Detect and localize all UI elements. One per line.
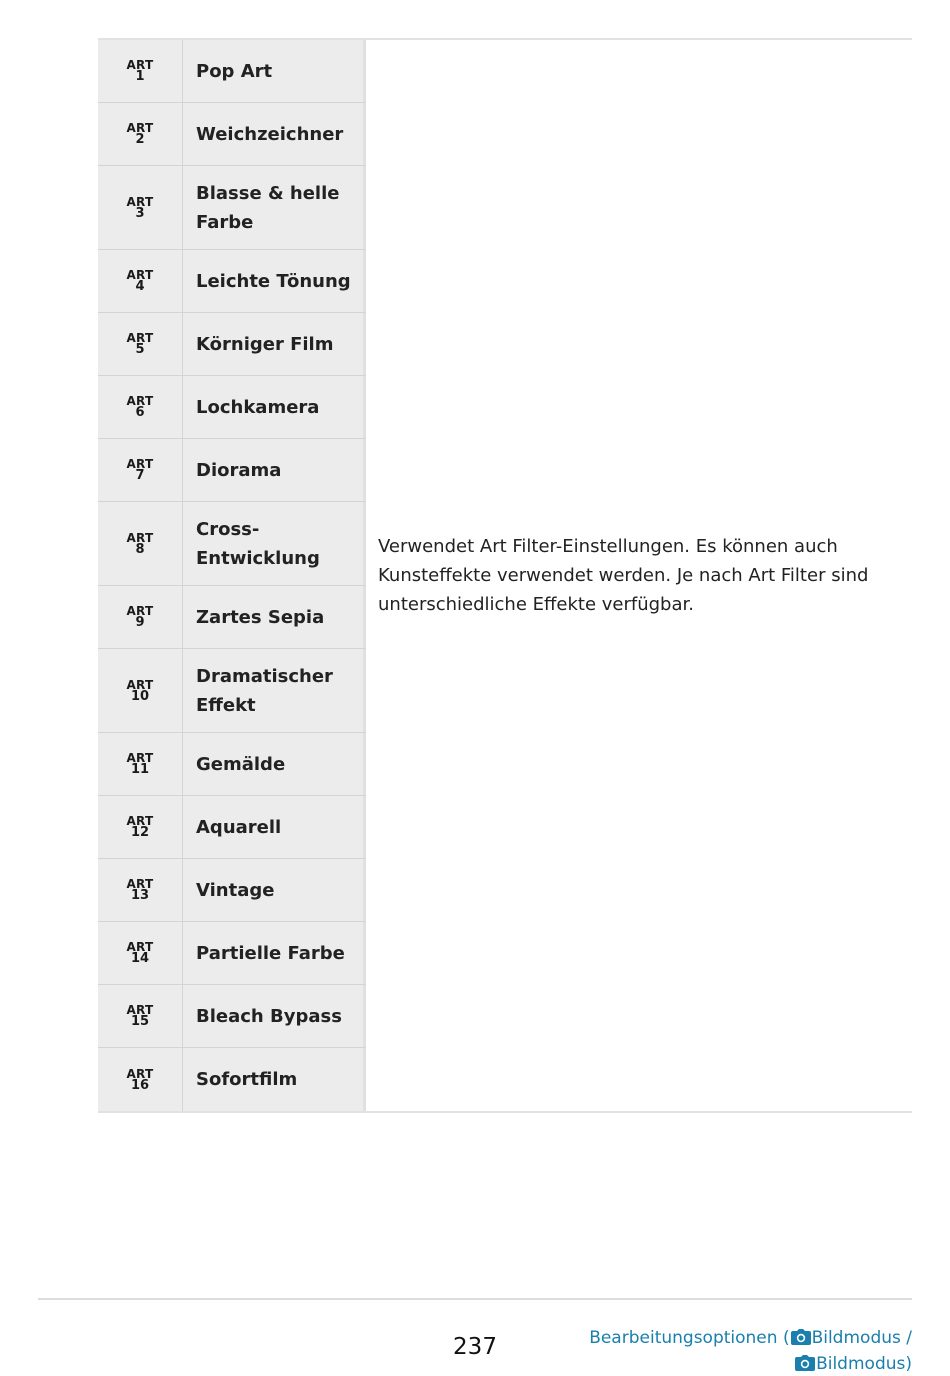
art-icon-label: ART xyxy=(126,604,154,618)
art-filter-icon-cell xyxy=(98,733,183,795)
art-filter-icon xyxy=(126,1004,153,1028)
art-icon-label: ART xyxy=(126,331,154,345)
description-cell xyxy=(366,40,912,1111)
art-filter-icon xyxy=(126,269,153,293)
art-icon-label: ART xyxy=(126,394,154,408)
art-icon-label: ART xyxy=(126,1066,154,1081)
art-filter-list xyxy=(98,40,366,1111)
art-icon-label: ART xyxy=(126,877,154,891)
art-filter-name: Pop Art xyxy=(183,40,366,102)
art-icon-label: ART xyxy=(126,940,154,954)
art-icon-label: ART xyxy=(126,1003,154,1017)
art-filter-name: Gemälde xyxy=(183,733,366,795)
art-filter-name: Dramatischer Effekt xyxy=(183,649,366,732)
footer-divider xyxy=(38,1298,912,1300)
art-filter-name: Bleach Bypass xyxy=(183,985,366,1047)
art-filter-icon xyxy=(126,532,153,556)
art-icon-number: 5 xyxy=(135,342,145,357)
art-icon-number: 16 xyxy=(130,1077,150,1093)
table-row xyxy=(98,40,366,103)
table-row xyxy=(98,313,366,376)
art-filter-icon xyxy=(126,878,153,902)
table-row xyxy=(98,922,366,985)
art-filter-icon xyxy=(126,815,153,839)
art-icon-number: 4 xyxy=(135,279,145,294)
link-part-1: Bildmodus / xyxy=(811,1328,912,1348)
table-row xyxy=(98,649,366,733)
art-filter-table xyxy=(98,38,912,1113)
art-icon-label: ART xyxy=(126,121,154,135)
art-icon-number: 6 xyxy=(135,405,145,420)
art-filter-icon xyxy=(126,679,153,703)
art-filter-name: Vintage xyxy=(183,859,366,921)
table-row xyxy=(98,1048,366,1111)
camera-icon xyxy=(791,1329,811,1345)
art-icon-number: 14 xyxy=(130,951,150,966)
table-row xyxy=(98,376,366,439)
art-filter-icon xyxy=(126,605,153,629)
art-filter-icon-cell xyxy=(98,376,183,438)
table-row xyxy=(98,250,366,313)
art-icon-number: 9 xyxy=(135,615,145,630)
art-filter-name: Körniger Film xyxy=(183,313,366,375)
table-row xyxy=(98,166,366,250)
art-icon-label: ART xyxy=(126,268,154,282)
art-filter-icon-cell xyxy=(98,40,183,102)
art-icon-number: 7 xyxy=(135,468,145,483)
table-row xyxy=(98,859,366,922)
art-filter-icon-cell xyxy=(98,649,183,732)
link-prefix: Bearbeitungsoptionen ( xyxy=(589,1328,790,1348)
art-filter-icon xyxy=(126,332,153,356)
art-filter-name: Sofortfilm xyxy=(183,1048,366,1111)
art-icon-number: 2 xyxy=(135,132,145,147)
art-filter-icon xyxy=(126,59,153,83)
art-filter-icon-cell xyxy=(98,103,183,165)
art-filter-icon-cell xyxy=(98,922,183,984)
description-text: Verwendet Art Filter-Einstellungen. Es können auch Kunsteffekte verwendet werden. Je nach Art Filter sind unterschiedliche Effekte verfügbar. xyxy=(378,536,869,615)
table-row xyxy=(98,103,366,166)
art-filter-name: Blasse & helle Farbe xyxy=(183,166,366,249)
art-filter-icon xyxy=(126,458,153,482)
art-icon-label: ART xyxy=(126,457,154,471)
art-filter-name: Partielle Farbe xyxy=(183,922,366,984)
art-filter-icon-cell xyxy=(98,166,183,249)
art-icon-label: ART xyxy=(126,58,154,72)
art-filter-icon-cell xyxy=(98,313,183,375)
art-filter-icon xyxy=(126,196,153,220)
art-filter-icon xyxy=(126,752,153,776)
art-filter-name: Cross-Entwicklung xyxy=(183,502,366,585)
art-filter-icon-cell xyxy=(98,250,183,312)
art-filter-icon-cell xyxy=(98,502,183,585)
table-row xyxy=(98,796,366,859)
link-part-2: Bildmodus) xyxy=(816,1354,912,1374)
table-row xyxy=(98,502,366,586)
art-icon-label: ART xyxy=(126,530,154,545)
table-row xyxy=(98,586,366,649)
art-icon-number: 1 xyxy=(135,69,145,84)
art-filter-icon xyxy=(126,1068,153,1092)
art-filter-icon-cell xyxy=(98,796,183,858)
art-icon-number: 13 xyxy=(130,888,150,903)
art-filter-icon xyxy=(126,941,153,965)
table-row xyxy=(98,985,366,1048)
art-icon-label: ART xyxy=(126,814,154,828)
art-filter-icon-cell xyxy=(98,859,183,921)
art-icon-label: ART xyxy=(126,194,154,209)
art-filter-name: Zartes Sepia xyxy=(183,586,366,648)
art-filter-name: Aquarell xyxy=(183,796,366,858)
art-filter-name: Weichzeichner xyxy=(183,103,366,165)
art-icon-number: 15 xyxy=(130,1014,150,1029)
art-filter-icon xyxy=(126,122,153,146)
art-filter-icon-cell xyxy=(98,586,183,648)
art-filter-icon-cell xyxy=(98,985,183,1047)
art-filter-icon-cell xyxy=(98,1048,183,1111)
camera-icon xyxy=(795,1355,815,1371)
art-filter-name: Diorama xyxy=(183,439,366,501)
art-icon-number: 8 xyxy=(135,541,145,557)
art-filter-name: Leichte Tönung xyxy=(183,250,366,312)
art-icon-number: 11 xyxy=(130,762,150,777)
art-icon-number: 10 xyxy=(130,688,150,704)
page-number: 237 xyxy=(453,1334,497,1360)
art-icon-label: ART xyxy=(126,751,154,765)
art-filter-icon xyxy=(126,395,153,419)
art-icon-label: ART xyxy=(126,677,154,692)
art-filter-name: Lochkamera xyxy=(183,376,366,438)
art-icon-number: 12 xyxy=(130,825,150,840)
art-icon-number: 3 xyxy=(135,205,145,221)
table-row xyxy=(98,733,366,796)
table-row xyxy=(98,439,366,502)
footer-breadcrumb-link[interactable] xyxy=(552,1325,912,1376)
art-filter-icon-cell xyxy=(98,439,183,501)
